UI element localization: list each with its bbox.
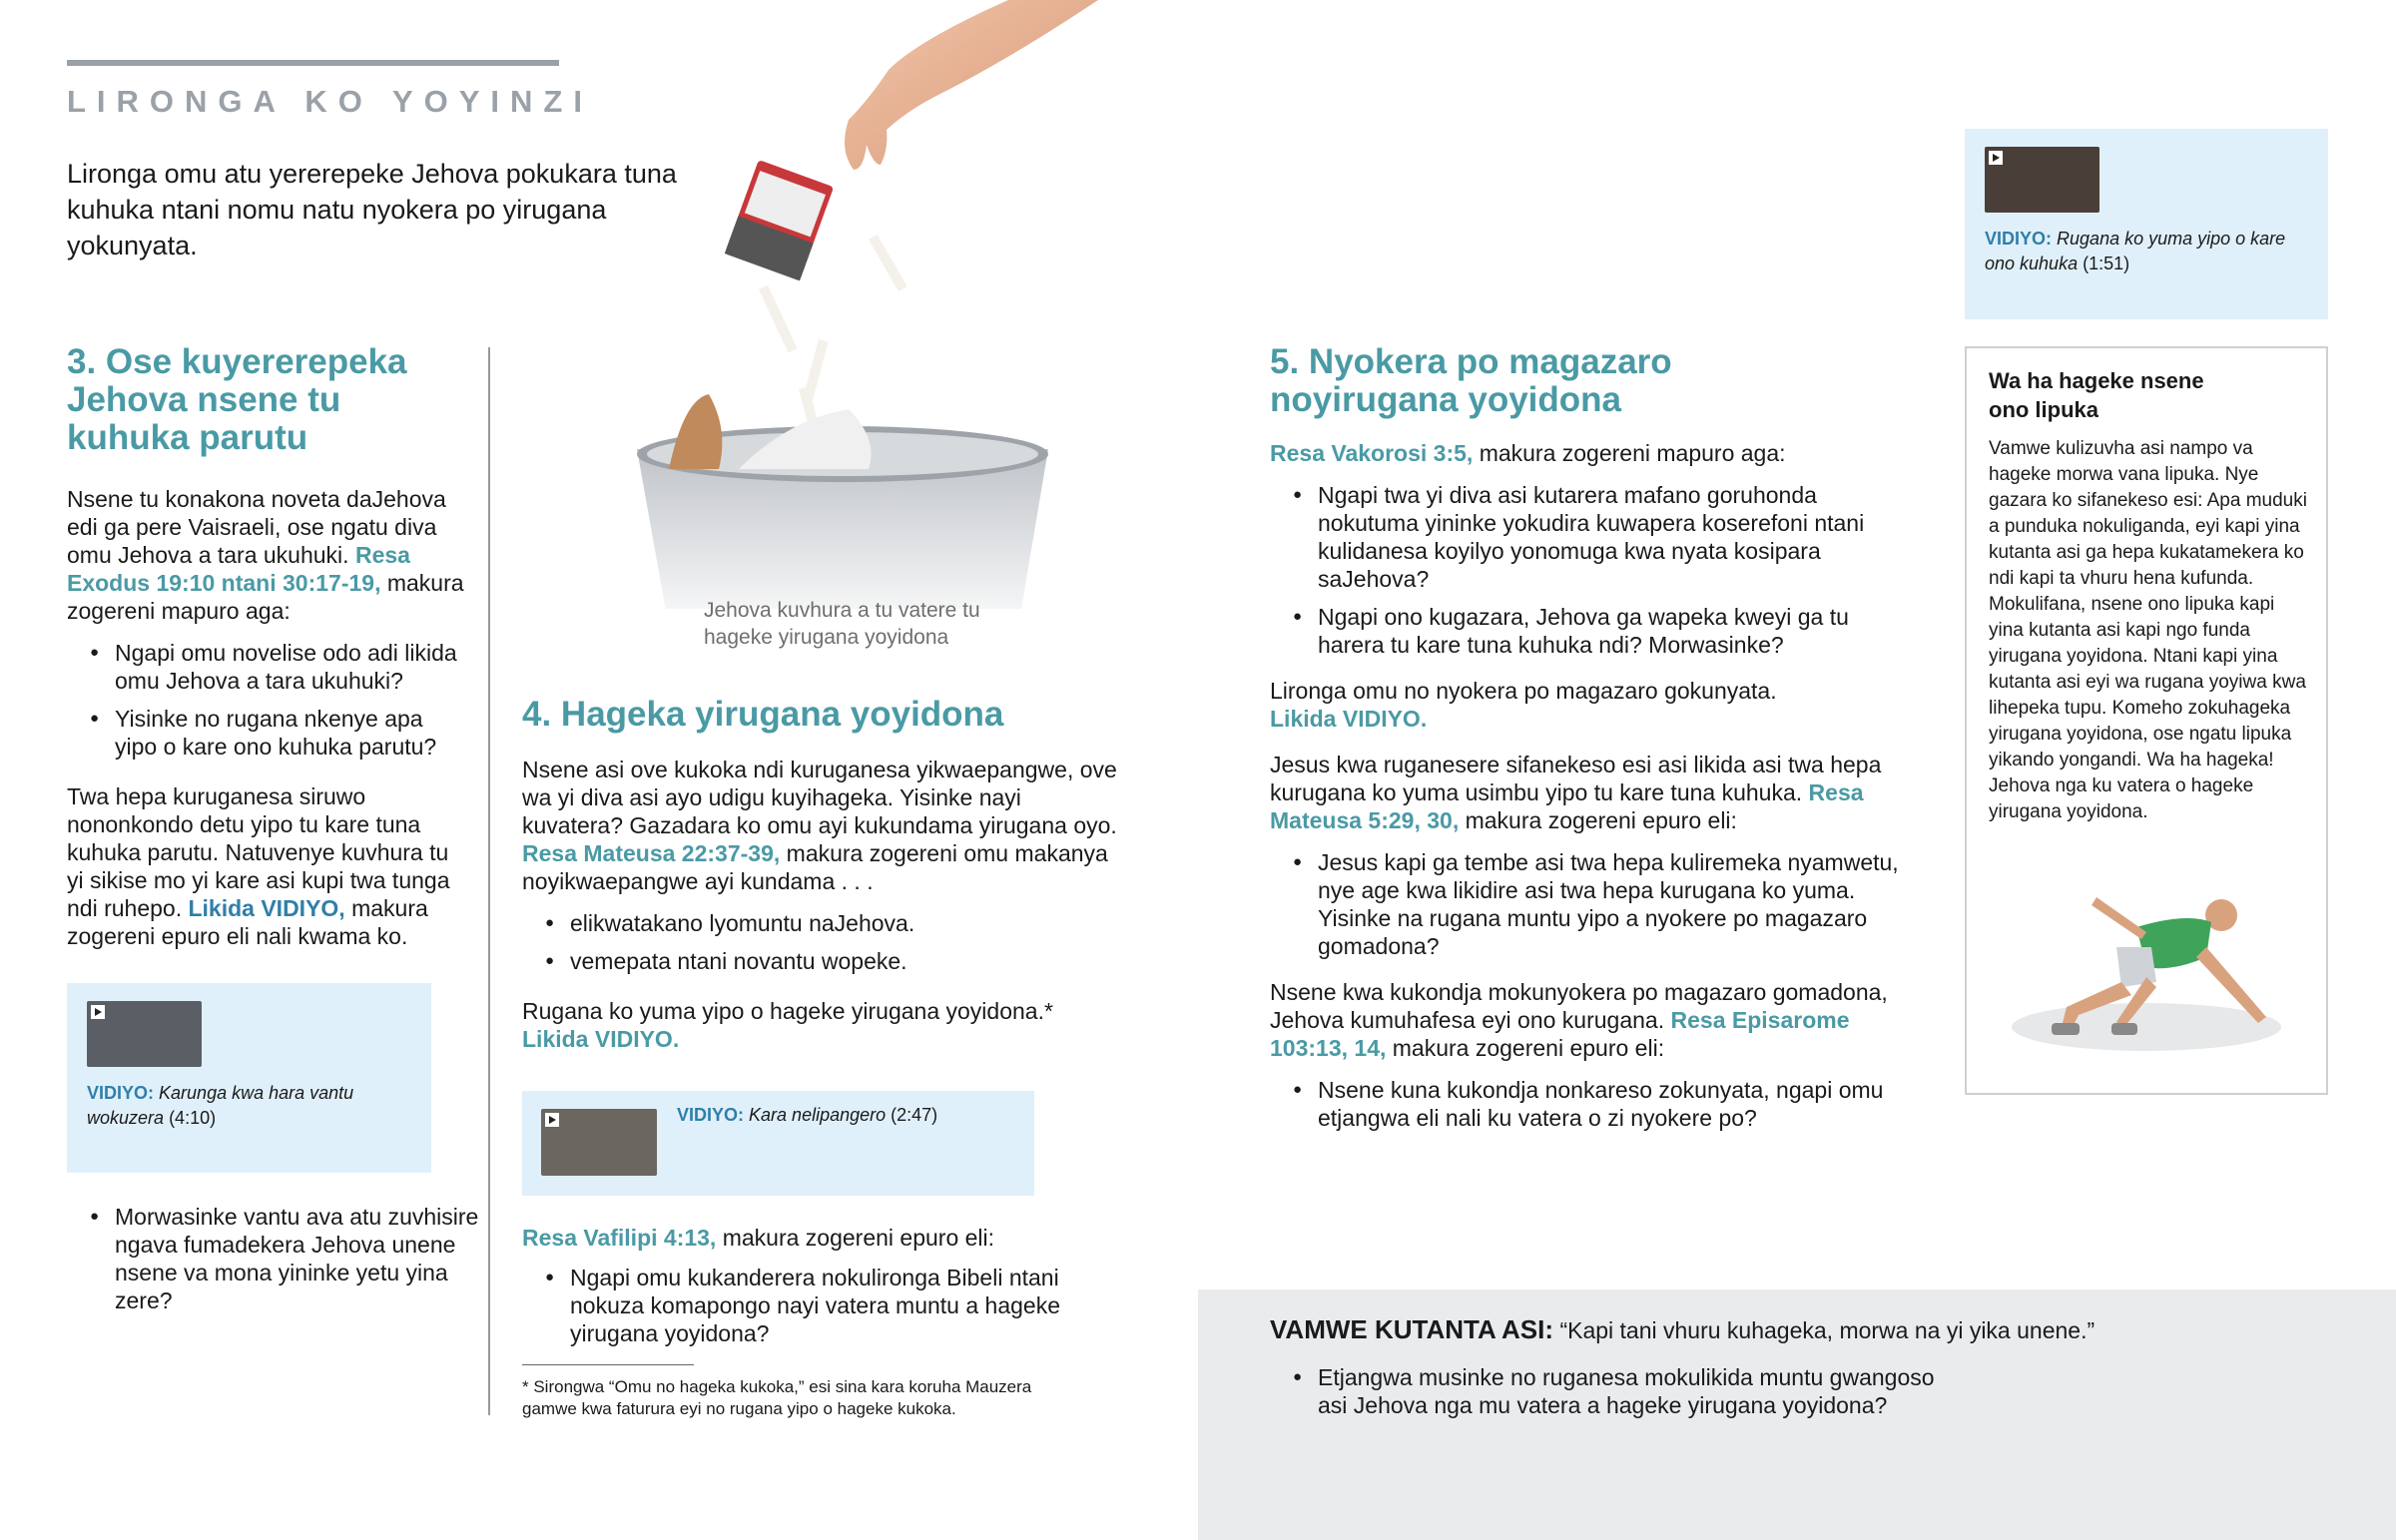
section-4-continued [522, 1224, 1101, 1357]
video-caption [87, 1081, 406, 1131]
footnote-rule [522, 1364, 694, 1365]
video-duration: (1:51) [2083, 254, 2130, 273]
question-list [67, 639, 466, 761]
paragraph-text: makura zogereni mapuro aga: [67, 570, 464, 624]
paragraph-text: Nsene tu konakona noveta daJehova edi ga pere Vaisraeli, ose ngatu diva omu Jehova a tara ukuhuki. [67, 486, 446, 568]
sidebar-box [1965, 346, 2328, 1095]
section-4-heading: 4. Hageka yirugana yoyidona [522, 695, 1004, 734]
video-link[interactable]: Likida VIDIYO. [1270, 706, 1428, 732]
play-icon[interactable] [91, 1005, 105, 1019]
bullet-item: ● vemepata ntani novantu wopeke. [570, 947, 1121, 975]
video-caption [677, 1103, 1026, 1128]
question-item: ● Ngapi ono kugazara, Jehova ga wapeka kweyi ga tu harera tu kare tuna kuhuka ndi? Morwasinke? [1318, 603, 1909, 659]
section-5 [1270, 343, 1909, 1142]
scripture-reference[interactable]: Resa Vafilipi 4:13, [522, 1225, 717, 1251]
sidebar-text: Vamwe kulizuvha asi nampo va hageke morwa vana lipuka. Nye gazara ko sifanekeso esi: Apa muduki a punduka nokuliganda, eyi kapi yina kutanta asi ga hepa kukatamekera ko ndi kapi ta vhuru hena kufunda. Mokulifana, nsene ono lipuka kapi yina kutanta asi kapi ngo funda yirugana yoyidona. Ntani kapi yina kutanta asi eyi wa rugana yoyiwa kwa lihepeka tupu. Komeho zokuhageka yirugana yoyidona, ose ngatu lipuka yikando yongandi. Wa ha hageka! Jehova nga ku vatera o hageke yirugana yoyidona. [1989, 438, 2307, 822]
play-icon[interactable] [1989, 151, 2003, 165]
video-duration: (2:47) [891, 1105, 938, 1125]
question-list [1270, 481, 1909, 659]
video-card[interactable] [1965, 129, 2328, 319]
video-label: VIDIYO: [1985, 229, 2053, 249]
section-4-paragraph [522, 756, 1121, 895]
section-4 [522, 696, 1121, 1053]
bullet-item: ● elikwatakano lyomuntu naJehova. [570, 909, 1121, 937]
question-item: ● Etjangwa musinke no ruganesa mokulikida muntu gwangoso asi Jehova nga mu vatera a hageke yirugana yoyidona? [1318, 1363, 1957, 1419]
header-rule [67, 60, 559, 66]
paragraph-text: Rugana ko yuma yipo o hageke yirugana yoyidona.* [522, 998, 1053, 1024]
paragraph-text: Nsene asi ove kukoka ndi kuruganesa yikwaepangwe, ove wa yi diva asi ayo udigu kuyihageka. Yisinke nayi kuvatera? Gazadara ko omu ayi kukundama yirugana oyo. [522, 757, 1117, 838]
paragraph-text: makura zogereni mapuro aga: [1479, 440, 1786, 466]
question-list [1270, 1076, 1909, 1132]
sidebar-title: Wa ha hageke nsene ono lipuka [1989, 368, 2204, 422]
hand-illustration [845, 0, 1098, 170]
bullet-list [522, 909, 1121, 975]
scripture-reference[interactable]: Resa Vakorosi 3:5, [1270, 440, 1474, 466]
paragraph-text: makura zogereni epuro eli: [1465, 807, 1737, 833]
page-title: LIRONGA KO YOYINZI [67, 84, 593, 119]
scripture-reference[interactable]: Resa Exodus 19:10 ntani 30:17-19, [67, 542, 410, 596]
video-title: Karunga kwa hara vantu wokuzera [87, 1083, 354, 1128]
video-title: Rugana ko yuma yipo o kare ono kuhuka [1985, 229, 2286, 273]
video-card[interactable] [67, 983, 431, 1173]
summary-objection [1270, 1315, 2095, 1344]
scripture-reference[interactable]: Resa Mateusa 22:37-39, [522, 840, 781, 866]
summary-label: VAMWE KUTANTA ASI: [1270, 1314, 1554, 1344]
section-3-heading: 3. Ose kuyererepeka Jehova nsene tu kuhuka parutu [67, 342, 407, 457]
question-item: ● Morwasinke vantu ava atu zuvhisire ngava fumadekera Jehova unene nsene va mona yininke yetu yina zere? [115, 1203, 484, 1314]
runner-illustration [1997, 877, 2296, 1057]
column-divider [488, 347, 490, 1415]
section-3-paragraph [67, 782, 466, 950]
section-3 [67, 343, 466, 950]
intro-text: Lironga omu atu yererepeke Jehova pokukara tuna kuhuka ntani nomu natu nyokera po yirugana yokunyata. [67, 159, 677, 260]
paragraph-text: Lironga omu no nyokera po magazaro gokunyata. [1270, 678, 1777, 704]
paragraph-text: Nsene kwa kukondja mokunyokera po magazaro gomadona, Jehova kumuhafesa eyi ono kurugana. [1270, 979, 1888, 1033]
video-card[interactable] [522, 1091, 1034, 1196]
paragraph-text: makura zogereni epuro eli nali kwama ko. [67, 895, 428, 949]
paragraph-text: makura zogereni epuro eli: [722, 1225, 995, 1251]
paragraph-text: makura zogereni epuro eli: [1392, 1035, 1665, 1061]
scripture-reference[interactable]: Resa Episarome 103:13, 14, [1270, 1007, 1850, 1061]
section-3-paragraph [67, 485, 466, 625]
section-5-paragraph [1270, 677, 1909, 733]
video-thumbnail[interactable] [1985, 147, 2099, 213]
video-duration: (4:10) [169, 1108, 217, 1128]
illustration-caption [704, 597, 980, 651]
trash-bin-illustration [589, 0, 1128, 609]
question-item: ● Ngapi omu novelise odo adi likida omu Jehova a tara ukuhuki? [115, 639, 466, 695]
section-5-paragraph [1270, 751, 1909, 834]
play-icon[interactable] [545, 1113, 559, 1127]
question-list [67, 1203, 484, 1324]
video-link[interactable]: Likida VIDIYO. [522, 1026, 680, 1052]
scripture-reference[interactable]: Resa Mateusa 5:29, 30, [1270, 779, 1864, 833]
question-list [1270, 848, 1909, 960]
summary-panel [1198, 1289, 2396, 1540]
paragraph-text: Jesus kwa ruganesere sifanekeso esi asi likida asi twa hepa kurugana ko yuma usimbu yipo tu kare tuna kuhuka. [1270, 752, 1882, 805]
video-thumbnail[interactable] [87, 1001, 202, 1067]
summary-quote: “Kapi tani vhuru kuhageka, morwa na yi yika unene.” [1559, 1317, 2096, 1343]
section-4-paragraph [522, 1224, 1101, 1252]
question-item: ● Yisinke no rugana nkenye apa yipo o kare ono kuhuka parutu? [115, 705, 466, 761]
question-item: ● Nsene kuna kukondja nonkareso zokunyata, ngapi omu etjangwa eli nali ku vatera o zi nyokere po? [1318, 1076, 1909, 1132]
paragraph-text: makura zogereni omu makanya noyikwaepangwe ayi kundama . . . [522, 840, 1108, 894]
footnote: * Sirongwa “Omu no hageka kukoka,” esi sina kara koruha Mauzera gamwe kwa faturura eyi no rugana yipo o hageke kukoka. [522, 1377, 1032, 1418]
video-title: Kara nelipangero [749, 1105, 887, 1125]
question-list [522, 1264, 1101, 1347]
question-list [1270, 1363, 1957, 1429]
paragraph-text: Twa hepa kuruganesa siruwo nononkondo detu yipo tu kare tuna kuhuka parutu. Natuvenye kuvhura tu yi sikise mo yi kare asi kupi twa tunga ndi ruhepo. [67, 783, 450, 921]
section-4-paragraph [522, 997, 1121, 1053]
video-label: VIDIYO: [87, 1083, 155, 1103]
section-5-paragraph [1270, 978, 1909, 1062]
question-item: ● Ngapi twa yi diva asi kutarera mafano goruhonda nokutuma yininke yokudira kuwapera koserefoni ntani kulidanesa koyilyo yonomuga kwa nyata kosipara saJehova? [1318, 481, 1909, 593]
video-label: VIDIYO: [677, 1105, 745, 1125]
section-5-heading: 5. Nyokera po magazaro noyirugana yoyidona [1270, 342, 1672, 419]
video-link[interactable]: Likida VIDIYO, [188, 895, 345, 921]
caption-line: hageke yirugana yoyidona [704, 626, 949, 649]
question-item: ● Jesus kapi ga tembe asi twa hepa kuliremeka nyamwetu, nye age kwa likidire asi twa hepa kurugana ko yuma. Yisinke na rugana muntu yipo a nyokere po magazaro gomadona? [1318, 848, 1909, 960]
video-caption [1985, 227, 2314, 276]
caption-line: Jehova kuvhura a tu vatere tu [704, 599, 980, 622]
video-thumbnail[interactable] [541, 1109, 657, 1176]
question-item: ● Ngapi omu kukanderera nokulironga Bibeli ntani nokuza komapongo nayi vatera muntu a hageke yirugana yoyidona? [570, 1264, 1101, 1347]
section-5-paragraph [1270, 439, 1909, 467]
